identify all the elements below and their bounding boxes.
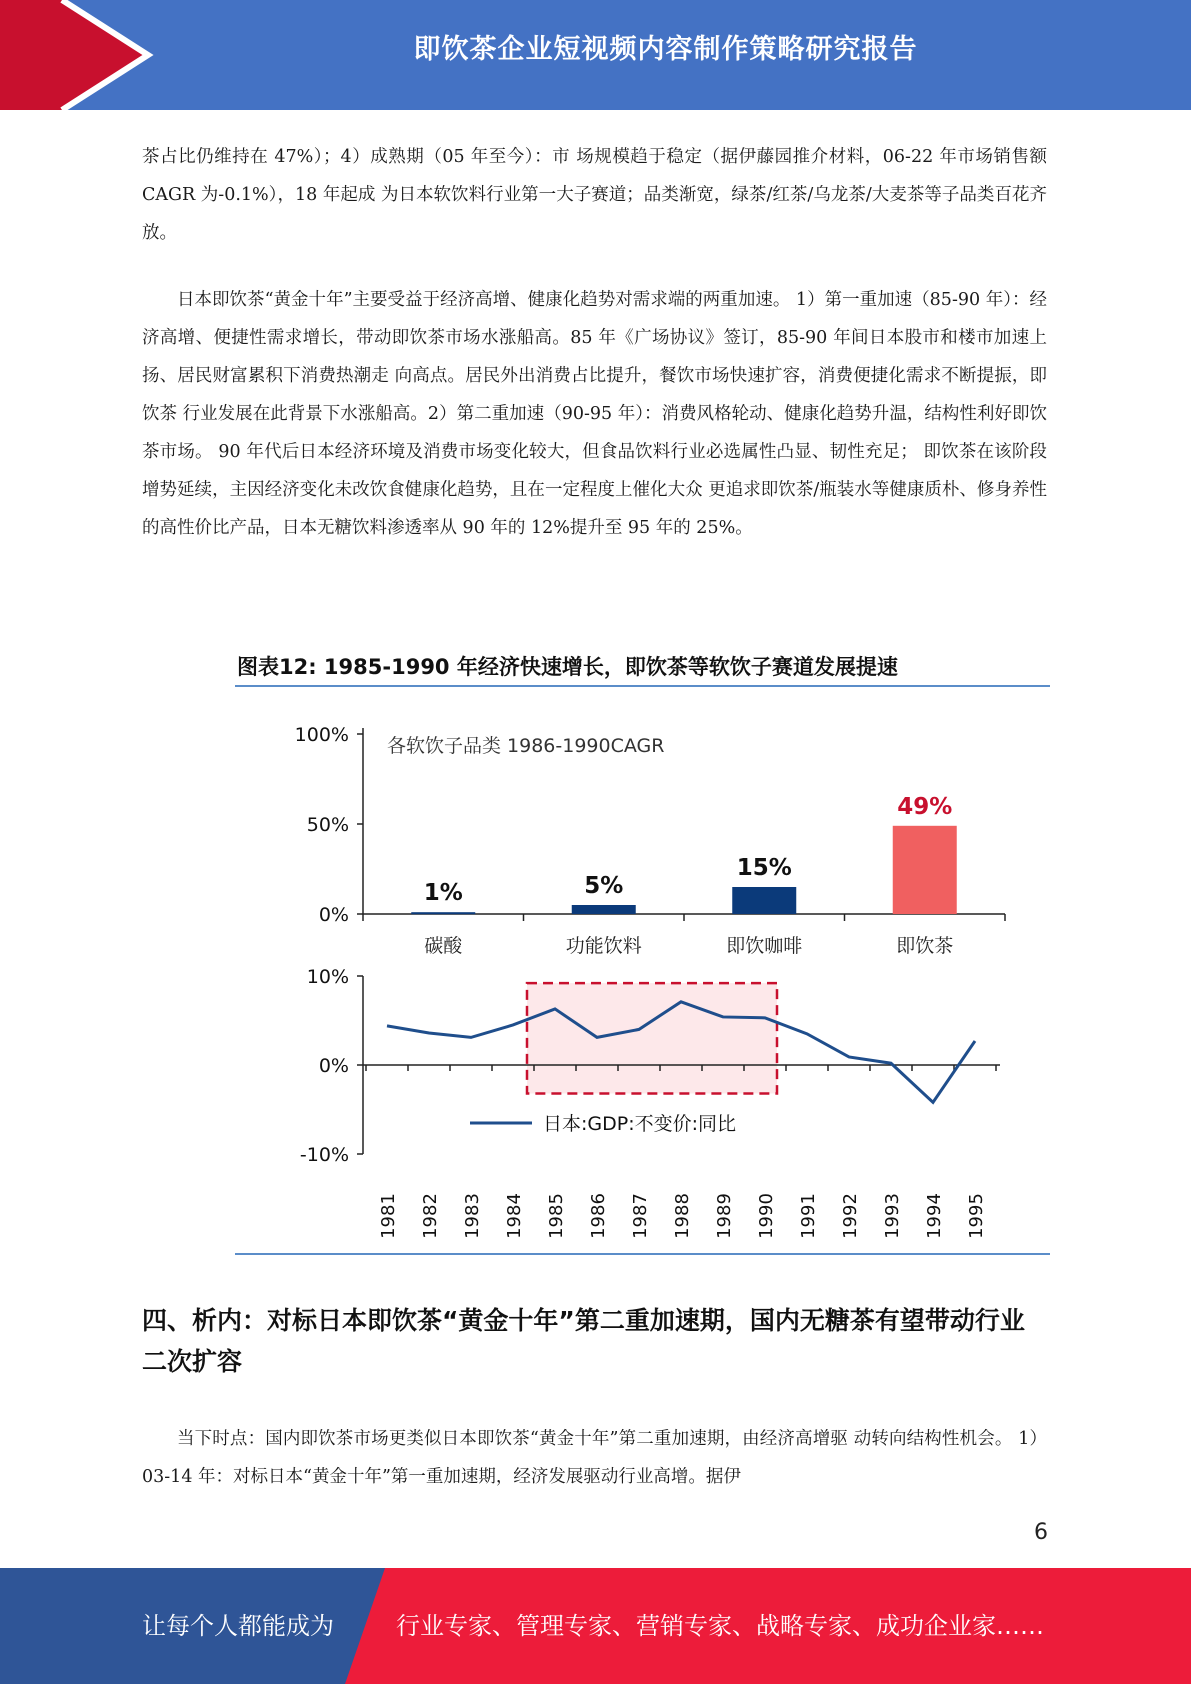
page-header: [0, 0, 1191, 110]
year-label: 1986: [588, 1193, 609, 1239]
year-label: 1984: [504, 1193, 525, 1239]
bar-value-label: 5%: [584, 873, 624, 899]
year-label: 1987: [630, 1193, 651, 1239]
paragraph-3: 当下时点：国内即饮茶市场更类似日本即饮茶“黄金十年”第二重加速期，由经济高增驱 动转向结构性机会。 1）03-14 年：对标日本“黄金十年”第一重加速期，经济发展驱动行业高增。据伊: [142, 1429, 1047, 1487]
year-label: 1989: [714, 1193, 735, 1239]
year-label: 1985: [546, 1193, 567, 1239]
section-heading: 四、析内：对标日本即饮茶“黄金十年”第二重加速期，国内无糖茶有望带动行业二次扩容: [142, 1306, 1025, 1376]
bar-category-label: 即饮咖啡: [726, 935, 803, 957]
page-number: 6: [1034, 1520, 1048, 1545]
bar-y-tick-label: 0%: [318, 904, 349, 926]
bar-category-label: 功能饮料: [565, 935, 642, 957]
bar-value-label: 15%: [736, 855, 792, 881]
bar-chart-subtitle: 各软饮子品类 1986-1990CAGR: [387, 735, 665, 757]
bar-1: [411, 912, 475, 914]
bar-value-label: 1%: [423, 880, 463, 907]
year-label: 1992: [840, 1193, 861, 1239]
bar-y-tick-label: 100%: [294, 724, 349, 746]
bar-value-label: 49%: [897, 793, 953, 820]
year-label: 1993: [882, 1193, 903, 1239]
line-y-tick-label: -10%: [299, 1144, 349, 1166]
figure-top-rule: [235, 685, 1050, 687]
year-label: 1994: [924, 1193, 945, 1239]
year-label: 1991: [798, 1193, 819, 1239]
year-label: 1982: [420, 1193, 441, 1239]
figure-title: 图表12: 1985-1990 年经济快速增长，即饮茶等软饮子赛道发展提速: [237, 655, 898, 679]
legend-label: 日本:GDP:不变价:同比: [543, 1113, 737, 1135]
figure-bottom-rule: [235, 1253, 1050, 1255]
year-label: 1990: [756, 1193, 777, 1239]
year-label: 1981: [378, 1193, 399, 1239]
year-label: 1995: [966, 1193, 987, 1239]
year-label: 1988: [672, 1193, 693, 1239]
footer-slogan-left: 让每个人都能成为: [142, 1612, 334, 1640]
paragraph-2: 日本即饮茶“黄金十年”主要受益于经济高增、健康化趋势对需求端的两重加速。 1）第一重加速（85-90 年）：经济高增、便捷性需求增长，带动即饮茶市场水涨船高。85 年《广场协议》签订，85-90 年间日本股市和楼市加速上扬、居民财富累积下消费热潮走 向高点。居民外出消费占比提升，餐饮市场快速扩容，消费便捷化需求不断提振，即饮茶 行业发展在此背景下水涨船高。2）第二重加速（90-95 年）：消费风格轮动、健康化趋势升温，结构性利好即饮茶市场。 90 年代后日本经济环境及消费市场变化较大，但食品饮料行业必选属性凸显、韧性充足； 即饮茶在该阶段增势延续，主因经济变化未改饮食健康化趋势，且在一定程度上催化大众 更追求即饮茶/瓶装水等健康质朴、修身养性的高性价比产品，日本无糖饮料渗透率从 90 年的 12%提升至 95 年的 25%。: [142, 290, 1047, 538]
bar-category-label: 碳酸: [424, 935, 463, 957]
figure-chart: [235, 690, 1050, 1250]
highlight-box: [527, 983, 777, 1093]
bar-4: [893, 826, 957, 914]
paragraph-1: 茶占比仍维持在 47%）；4）成熟期（05 年至今）：市 场规模趋于稳定（据伊藤园推介材料，06-22 年市场销售额 CAGR 为-0.1%），18 年起成 为日本软饮料行业第一大子赛道；品类渐宽，绿茶/红茶/乌龙茶/大麦茶等子品类百花齐放。: [142, 147, 1047, 243]
footer-slogan-right: 行业专家、管理专家、营销专家、战略专家、成功企业家……: [396, 1612, 1044, 1640]
line-y-tick-label: 0%: [318, 1055, 349, 1077]
line-y-tick-label: 10%: [306, 966, 349, 988]
bar-3: [732, 887, 796, 914]
bar-y-tick-label: 50%: [306, 814, 349, 836]
bar-2: [572, 905, 636, 914]
page-footer: [0, 1568, 1191, 1684]
header-title: 即饮茶企业短视频内容制作策略研究报告: [413, 34, 918, 65]
bar-category-label: 即饮茶: [896, 935, 954, 957]
year-label: 1983: [462, 1193, 483, 1239]
